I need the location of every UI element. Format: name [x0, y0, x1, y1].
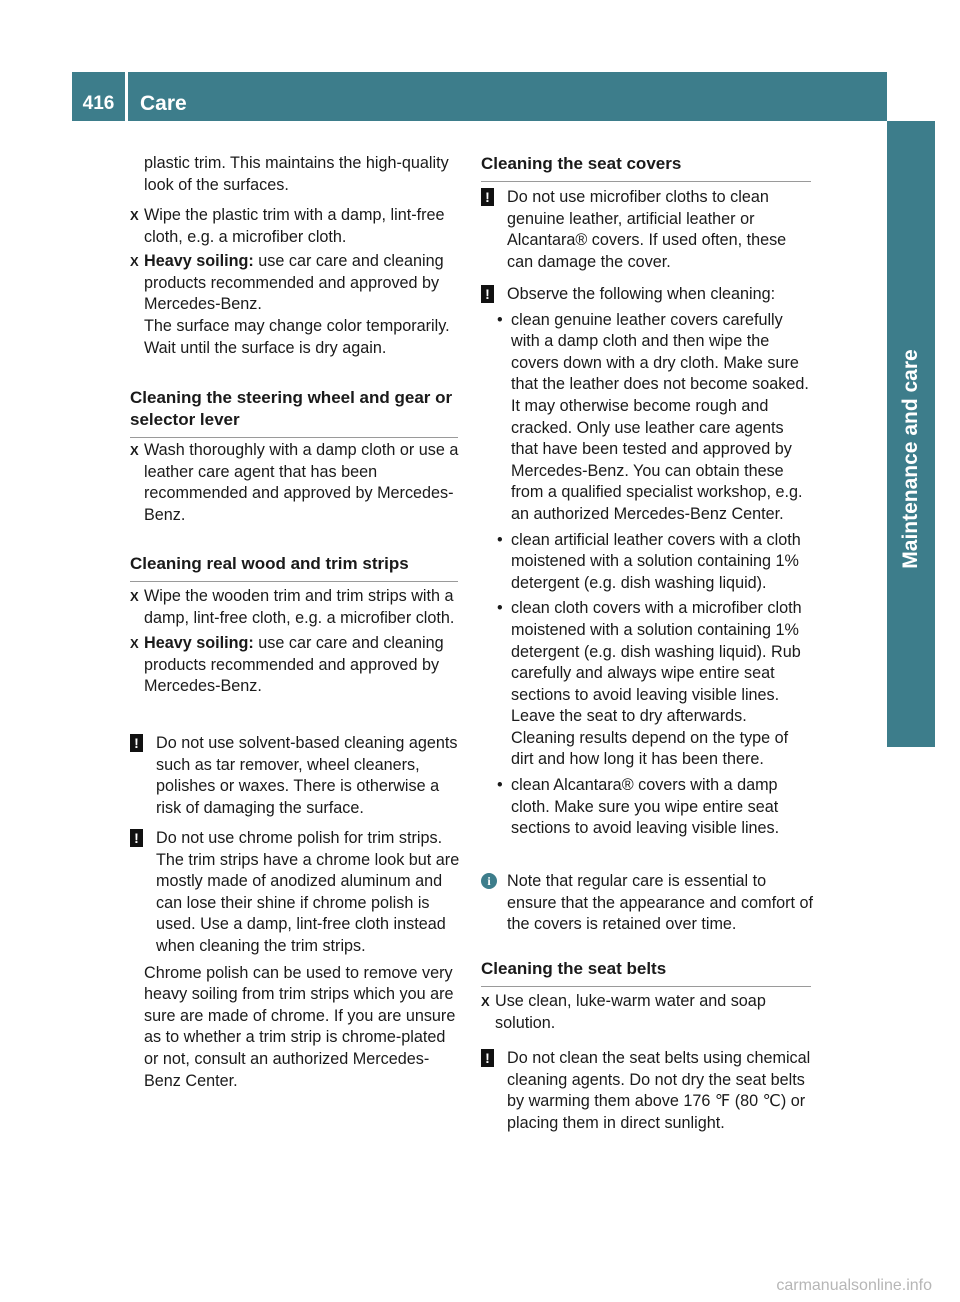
- step-text: use car care and cleaning products recommended and approved by Mercedes-Benz.: [144, 634, 444, 696]
- heading-text: Cleaning the seat covers: [481, 154, 682, 173]
- warning-icon: !: [130, 734, 143, 752]
- page-number: 416: [82, 93, 115, 114]
- notice-observe: [481, 284, 815, 840]
- header-divider: [125, 72, 128, 121]
- notice-solvent: [130, 733, 460, 819]
- list-item-text: clean genuine leather covers carefully with a damp cloth and then wipe the covers down with a dry cloth. Make sure that the leather does not become soaked. It may otherwise become rough and cracked. Only use leather care agents that have been tested and approved by Mercedes-Benz. You can obtain these from a qualified specialist workshop, e.g. an authorized Mercedes-Benz Center.: [511, 310, 809, 523]
- notice-extra-text: Chrome polish can be used to remove very heavy soiling from trim strips which you are sure are made of chrome. If you are unsure as to whether a trim strip is chrome-plated or not, consult an authorized Mercedes-Benz Center.: [144, 963, 456, 1090]
- info-text: Note that regular care is essential to ensure that the appearance and comfort of the covers is retained over time.: [507, 872, 813, 934]
- notice-microfiber: [481, 187, 815, 273]
- left-steps-plastic: [130, 205, 460, 359]
- step-item: [130, 440, 460, 526]
- heading-text: Cleaning the steering wheel and gear or selector lever: [130, 388, 453, 429]
- heading-text: Cleaning the seat belts: [481, 959, 667, 978]
- notice-text: Do not use chrome polish for trim strips. The trim strips have a chrome look but are mostly made of anodized aluminum and can lose their shine if chrome polish is used. Use a damp, lint-free cloth instead when cleaning the trim strips.: [156, 829, 460, 955]
- step-arrow-icon: X: [481, 994, 490, 1009]
- watermark-text: carmanualsonline.info: [776, 1277, 932, 1294]
- info-icon: i: [481, 873, 497, 889]
- step-text: use car care and cleaning products recommended and approved by Mercedes-Benz.: [144, 252, 444, 314]
- step-text: Wash thoroughly with a damp cloth or use a leather care agent that has been recommended and approved by Mercedes-Benz.: [144, 441, 459, 524]
- list-item-text: clean artificial leather covers with a cloth moistened with a solution containing 1% detergent (e.g. dish washing liquid).: [511, 530, 801, 592]
- list-item-text: clean Alcantara® covers with a damp cloth. Make sure you wipe entire seat sections to avoid leaving visible lines.: [511, 776, 780, 838]
- warning-icon: !: [481, 285, 494, 303]
- side-tab-label: Maintenance and care: [899, 349, 922, 569]
- notice-seat-belts: [481, 1048, 815, 1134]
- right-steps-belts: [481, 991, 815, 1034]
- list-item: [497, 310, 815, 526]
- step-item: [130, 633, 460, 698]
- step-arrow-icon: X: [130, 636, 139, 652]
- heading-seat-belts: [481, 958, 811, 987]
- info-regular-care: [481, 871, 815, 936]
- warning-icon: !: [481, 1049, 494, 1067]
- step-text: Use clean, luke-warm water and soap solution.: [495, 992, 766, 1032]
- notice-text: Do not use microfiber cloths to clean genuine leather, artificial leather or Alcantara® covers. If used often, these can damage the cover.: [507, 188, 787, 271]
- bullet-icon: •: [497, 530, 503, 549]
- left-intro: [130, 153, 460, 196]
- step-item: [130, 251, 460, 359]
- left-steps-steering: [130, 440, 460, 526]
- page-header: [72, 72, 887, 121]
- cleaning-bullet-list: [481, 310, 815, 840]
- step-bold-label: Heavy soiling:: [144, 634, 254, 653]
- list-item: [497, 775, 815, 840]
- page-title: Care: [140, 92, 187, 115]
- warning-icon: !: [481, 188, 494, 206]
- step-arrow-icon: X: [130, 443, 139, 458]
- step-arrow-icon: X: [130, 254, 139, 270]
- step-note: The surface may change color temporarily. Wait until the surface is dry again.: [144, 316, 450, 357]
- notice-text: Do not clean the seat belts using chemical cleaning agents. Do not dry the seat belts by warming them above 176 ℉ (80 ℃) or placing them in direct sunlight.: [507, 1049, 811, 1132]
- intro-text: plastic trim. This maintains the high-quality look of the surfaces.: [144, 154, 449, 194]
- bullet-icon: •: [497, 776, 503, 795]
- step-text: Wipe the wooden trim and trim strips with a damp, lint-free cloth, e.g. a microfiber cloth.: [144, 587, 455, 627]
- step-item: [481, 991, 815, 1034]
- heading-text: Cleaning real wood and trim strips: [130, 554, 409, 573]
- step-bold-label: Heavy soiling:: [144, 252, 254, 271]
- side-tab: [887, 121, 935, 747]
- left-steps-wood: [130, 586, 460, 698]
- notice-text: Observe the following when cleaning:: [507, 285, 776, 303]
- heading-real-wood: [130, 553, 458, 582]
- warning-icon: !: [130, 829, 143, 847]
- step-arrow-icon: X: [130, 208, 139, 223]
- step-item: [130, 205, 460, 248]
- step-text: Wipe the plastic trim with a damp, lint-free cloth, e.g. a microfiber cloth.: [144, 206, 445, 246]
- bullet-icon: •: [497, 599, 503, 618]
- step-item: [130, 586, 460, 629]
- bullet-icon: •: [497, 310, 503, 329]
- list-item-text: clean cloth covers with a microfiber cloth moistened with a solution containing 1% detergent (e.g. dish washing liquid). Rub carefully and always wipe entire seat sections to avoid leaving visible lines. Leave the seat to dry afterwards. Cleaning results depend on the type of dirt and how long it has been there.: [511, 599, 802, 769]
- heading-steering-wheel: [130, 387, 458, 438]
- heading-seat-covers: [481, 153, 811, 182]
- list-item: [497, 530, 815, 595]
- step-arrow-icon: X: [130, 589, 139, 604]
- list-item: [497, 598, 815, 771]
- notice-text: Do not use solvent-based cleaning agents such as tar remover, wheel cleaners, polishes or waxes. There is otherwise a risk of damaging the surface.: [156, 734, 458, 817]
- notice-chrome: [130, 828, 460, 1092]
